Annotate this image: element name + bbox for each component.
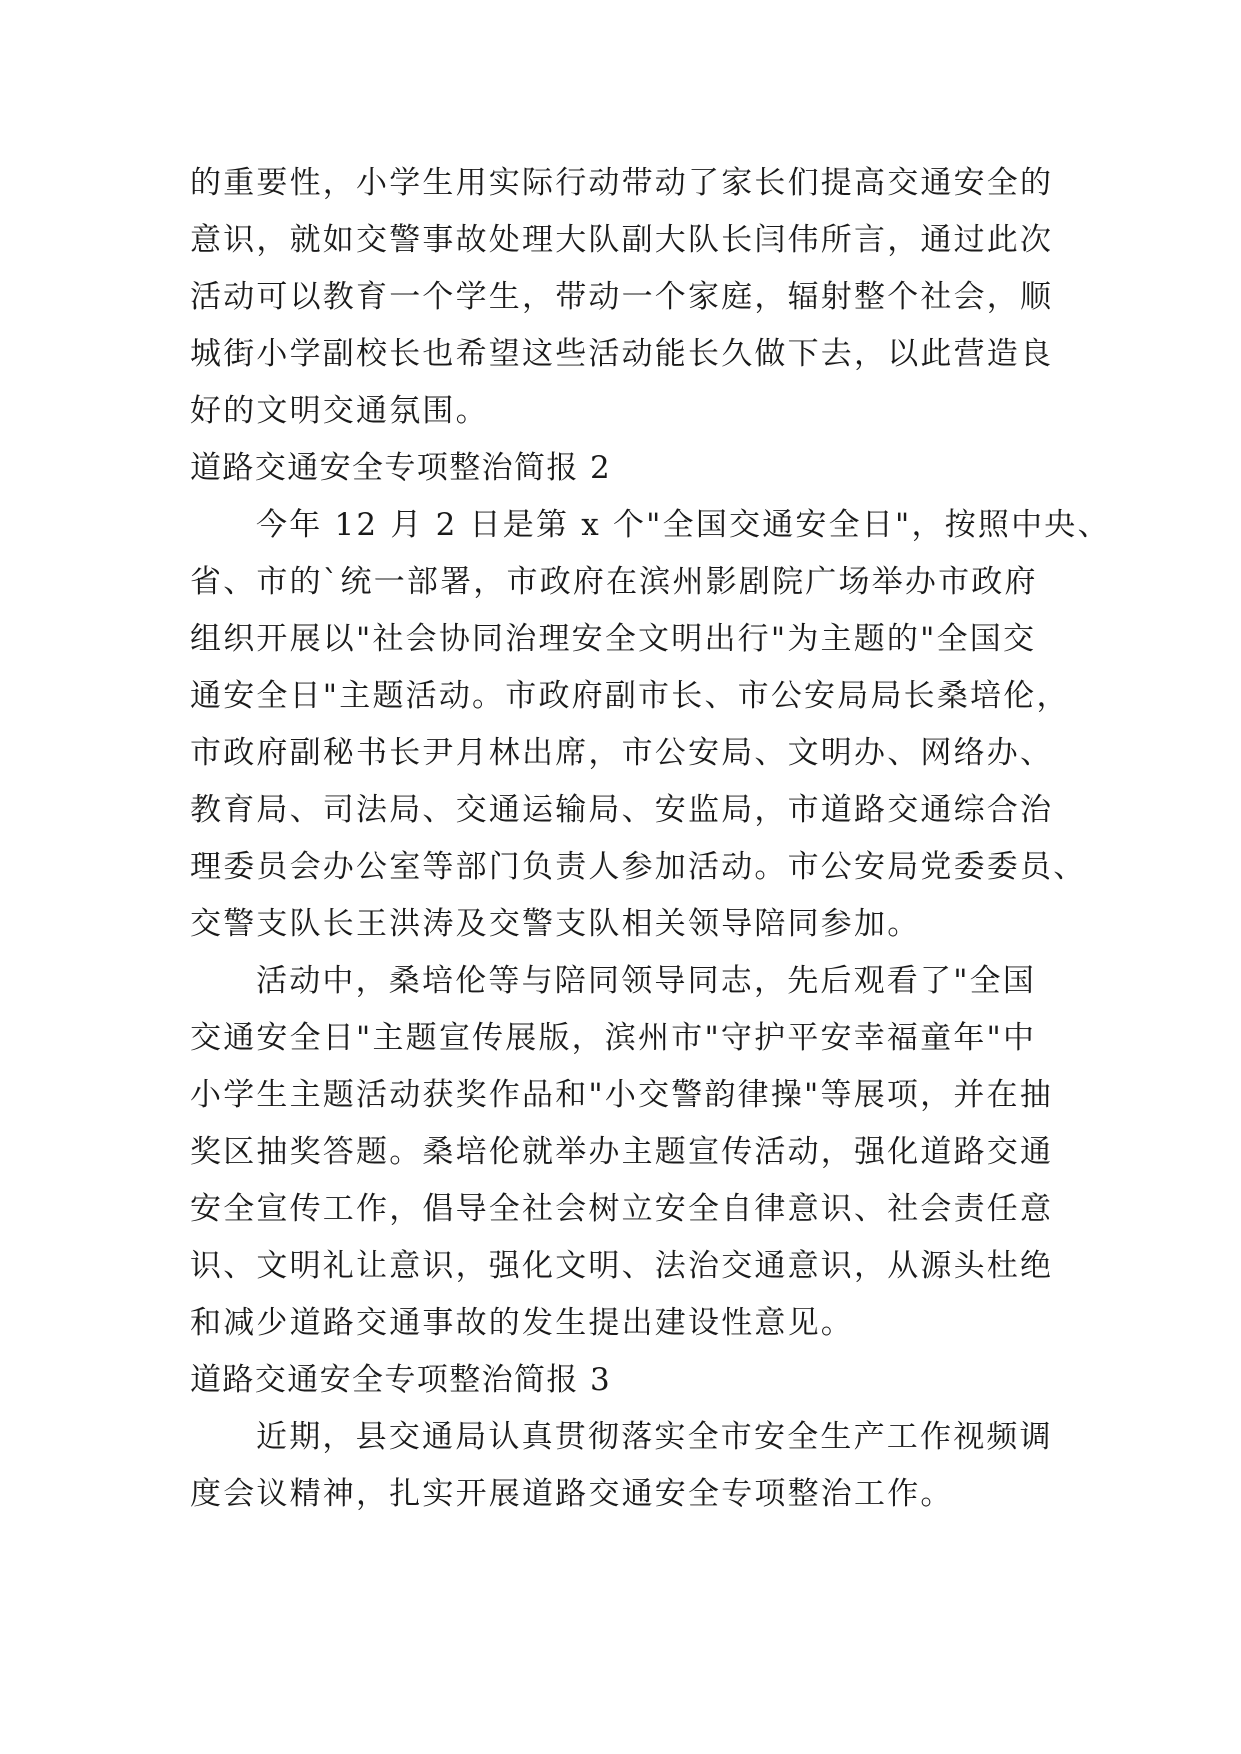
section3-paragraph-1 [190, 1409, 1060, 1523]
text-line: 小学生主题活动获奖作品和"小交警韵律操"等展项，并在抽 [190, 1077, 1053, 1113]
text-line: 和减少道路交通事故的发生提出建设性意见。 [190, 1305, 854, 1341]
text-line: 近期，县交通局认真贯彻落实全市安全生产工作视频调 [256, 1419, 1053, 1455]
section2-paragraph-2 [190, 953, 1060, 1352]
text-line: 交通安全日"主题宣传展版，滨州市"守护平安幸福童年"中 [190, 1020, 1037, 1056]
text-line: 度会议精神，扎实开展道路交通安全专项整治工作。 [190, 1476, 954, 1512]
text-line: 活动中，桑培伦等与陪同领导同志，先后观看了"全国 [256, 963, 1037, 999]
text-line: 交警支队长王洪涛及交警支队相关领导陪同参加。 [190, 906, 921, 942]
text-line: 理委员会办公室等部门负责人参加活动。市公安局党委委员、 [190, 849, 1087, 885]
text-line: 活动可以教育一个学生，带动一个家庭，辐射整个社会，顺 [190, 279, 1054, 315]
text-line: 意识，就如交警事故处理大队副大队长闫伟所言，通过此次 [190, 222, 1054, 258]
text-line: 奖区抽奖答题。桑培伦就举办主题宣传活动，强化道路交通 [190, 1134, 1054, 1170]
text-line: 组织开展以"社会协同治理安全文明出行"为主题的"全国交 [190, 621, 1037, 657]
text-line: 的重要性，小学生用实际行动带动了家长们提高交通安全的 [190, 165, 1054, 201]
section2-paragraph-1 [190, 497, 1111, 953]
text-line: 教育局、司法局、交通运输局、安监局，市道路交通综合治 [190, 792, 1054, 828]
text-line: 好的文明交通氛围。 [190, 393, 489, 429]
text-line: 城街小学副校长也希望这些活动能长久做下去，以此营造良 [190, 336, 1054, 372]
text-line: 通安全日"主题活动。市政府副市长、市公安局局长桑培伦， [190, 678, 1070, 714]
document-page [190, 155, 1111, 1523]
text-line: 今年 12 月 2 日是第 x 个"全国交通安全日"，按照中央、 [256, 507, 1111, 543]
section-heading-2: 道路交通安全专项整治简报 2 [190, 450, 612, 486]
intro-paragraph [190, 155, 1060, 440]
text-line: 安全宣传工作，倡导全社会树立安全自律意识、社会责任意 [190, 1191, 1054, 1227]
text-line: 省、市的`统一部署，市政府在滨州影剧院广场举办市政府 [190, 564, 1038, 600]
section-heading-3: 道路交通安全专项整治简报 3 [190, 1362, 612, 1398]
text-line: 识、文明礼让意识，强化文明、法治交通意识，从源头杜绝 [190, 1248, 1054, 1284]
text-line: 市政府副秘书长尹月林出席，市公安局、文明办、网络办、 [190, 735, 1054, 771]
